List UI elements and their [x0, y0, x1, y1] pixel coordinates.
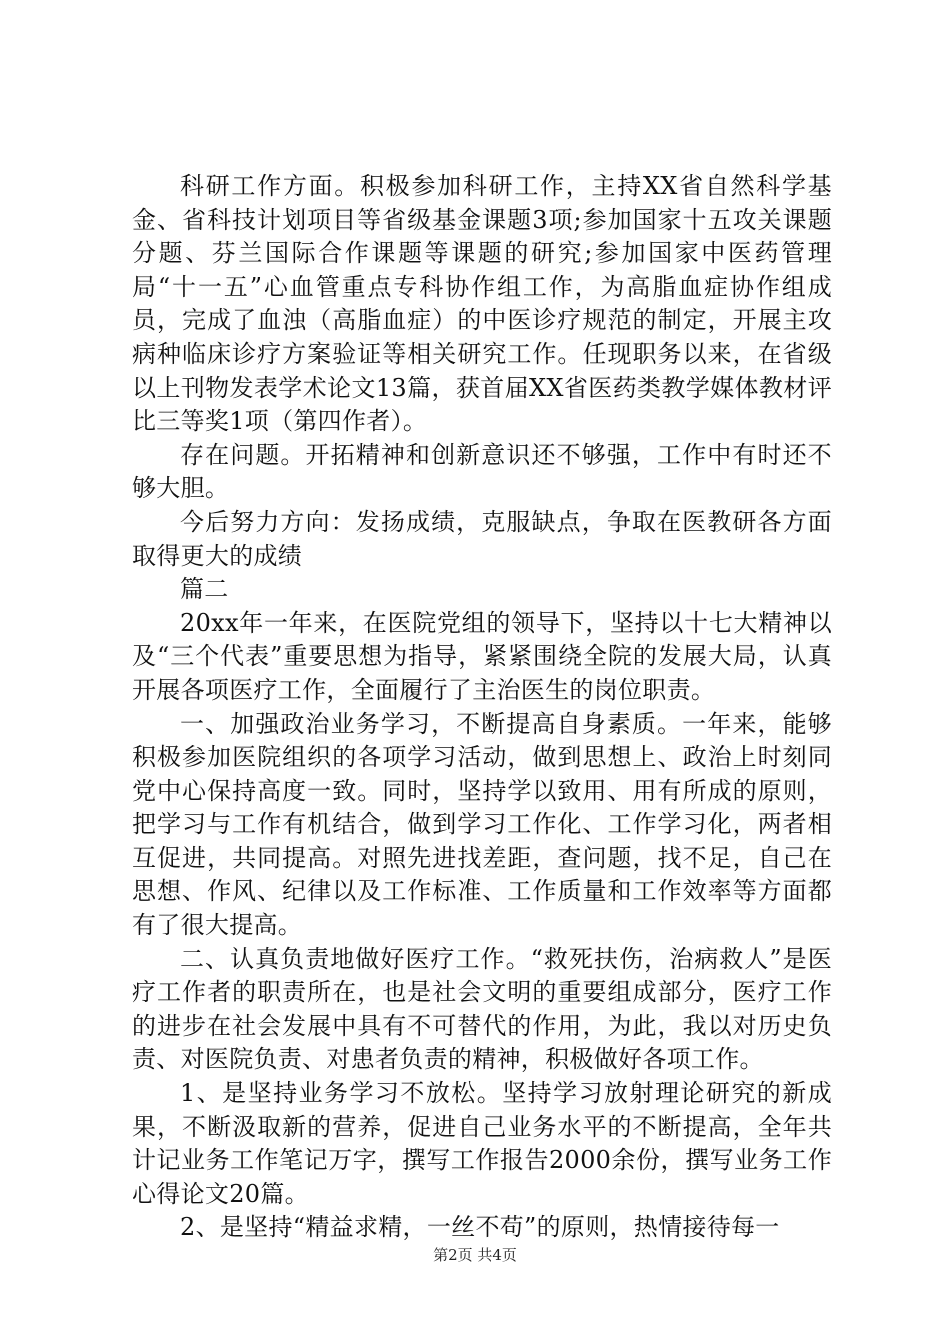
paragraph-intro: 20xx年一年来，在医院党组的领导下，坚持以十七大精神以及“三个代表”重要思想为指导，紧紧围绕全院的发展大局，认真开展各项医疗工作，全面履行了主治医生的岗位职责。	[132, 608, 832, 704]
document-body	[132, 170, 832, 1245]
paragraph-future-direction: 今后努力方向：发扬成绩，克服缺点，争取在医教研各方面取得更大的成绩	[132, 507, 832, 570]
paragraph-research: 科研工作方面。积极参加科研工作，主持XX省自然科学基金、省科技计划项目等省级基金课题3项;参加国家十五攻关课题分题、芬兰国际合作课题等课题的研究;参加国家中医药管理局“十一五”心血管重点专科协作组工作，为高脂血症协作组成员，完成了血浊（高脂血症）的中医诊疗规范的制定，开展主攻病种临床诊疗方案验证等相关研究工作。任现职务以来，在省级以上刊物发表学术论文13篇，获首届XX省医药类教学媒体教材评比三等奖1项（第四作者）。	[132, 172, 832, 436]
paragraph-political-study: 一、加强政治业务学习，不断提高自身素质。一年来，能够积极参加医院组织的各项学习活动，做到思想上、政治上时刻同党中心保持高度一致。同时，坚持学以致用、用有所成的原则，把学习与工作有机结合，做到学习工作化、工作学习化，两者相互促进，共同提高。对照先进找差距，查问题，找不足，自己在思想、作风、纪律以及工作标准、工作质量和工作效率等方面都有了很大提高。	[132, 709, 832, 940]
page-footer: 第2页 共4页	[433, 1246, 517, 1264]
section-heading: 篇二	[180, 575, 229, 604]
paragraph-business-study: 1、是坚持业务学习不放松。坚持学习放射理论研究的新成果，不断汲取新的营养，促进自己业务水平的不断提高，全年共计记业务工作笔记万字，撰写工作报告2000余份，撰写业务工作心得论文20篇。	[132, 1079, 832, 1208]
paragraph-principle: 2、是坚持“精益求精，一丝不苟”的原则，热情接待每一	[180, 1213, 780, 1242]
paragraph-medical-work: 二、认真负责地做好医疗工作。“救死扶伤，治病救人”是医疗工作者的职责所在，也是社会文明的重要组成部分，医疗工作的进步在社会发展中具有不可替代的作用，为此，我以对历史负责、对医院负责、对患者负责的精神，积极做好各项工作。	[132, 944, 832, 1074]
paragraph-problems: 存在问题。开拓精神和创新意识还不够强，工作中有时还不够大胆。	[132, 440, 832, 503]
